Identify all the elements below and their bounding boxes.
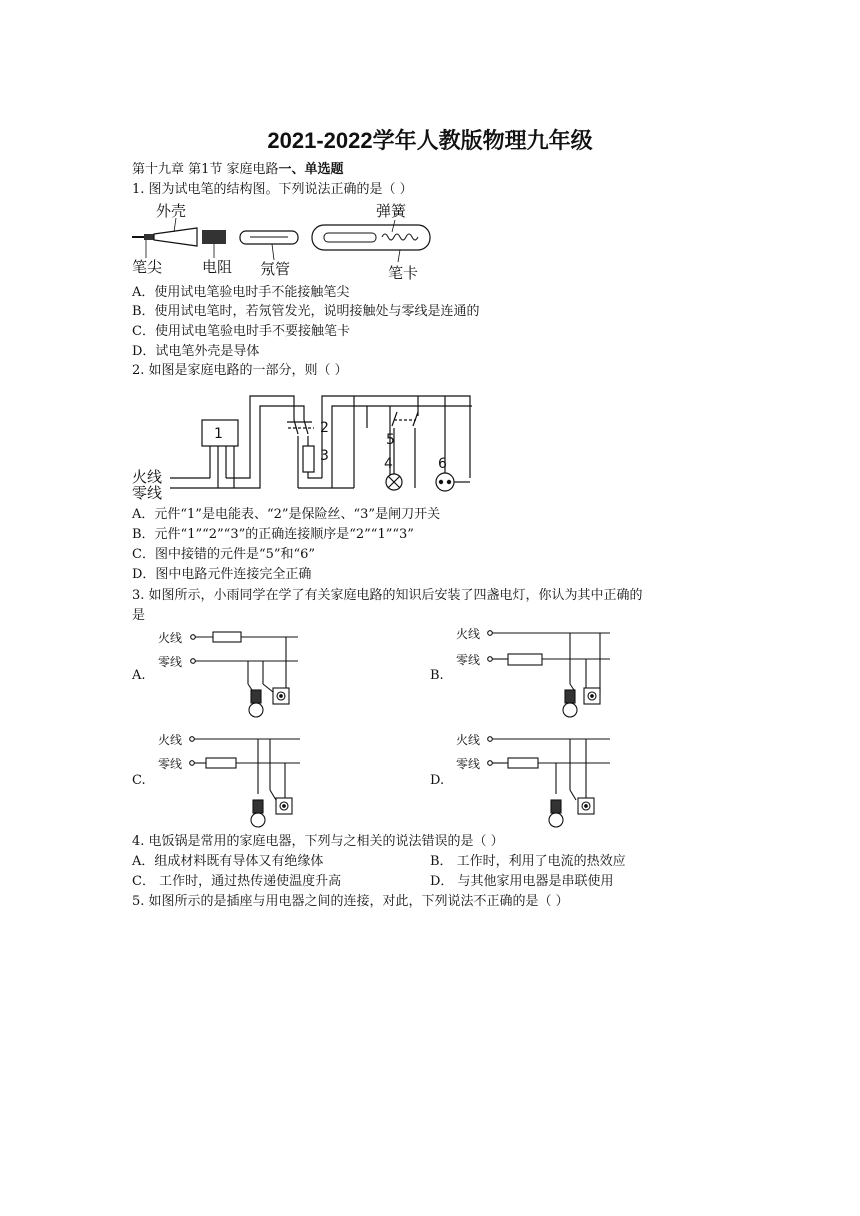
figd-live-label: 火线: [456, 733, 481, 747]
q3-label-b: B.: [430, 668, 444, 683]
q3-figure-b: [456, 624, 616, 724]
figb-neutral-label: 零线: [456, 653, 481, 667]
q4-option-b: B． 工作时，利用了电流的热效应: [430, 854, 626, 869]
circuit-label-2: 2: [320, 420, 329, 436]
q4-option-a: A．组成材料既有导体又有绝缘体: [132, 854, 324, 869]
label-shell: 外壳: [156, 202, 187, 220]
chapter-title: 第十九章 第1节 家庭电路: [132, 162, 279, 177]
circuit-label-5: 5: [386, 432, 395, 448]
pen-resistor: [202, 230, 226, 244]
pen-barrel: [312, 225, 430, 250]
q1-option-d: D．试电笔外壳是导体: [132, 344, 260, 359]
q3-figure-c: [158, 730, 308, 830]
circuit-label-3: 3: [320, 448, 329, 464]
q3-figure-d: [456, 730, 616, 830]
q2-stem: 2. 如图是家庭电路的一部分，则（ ）: [132, 363, 348, 378]
q2-figure-circuit: [132, 382, 477, 502]
circuit-label-4: 4: [384, 456, 393, 472]
circuit-label-1: 1: [214, 426, 223, 442]
pen-tip: [132, 234, 154, 240]
figa-neutral-label: 零线: [158, 655, 183, 669]
label-spring: 弹簧: [376, 202, 407, 220]
label-live: 火线: [132, 468, 163, 486]
q5-stem: 5. 如图所示的是插座与用电器之间的连接，对此，下列说法不正确的是（ ）: [132, 894, 569, 909]
label-resistor: 电阻: [202, 258, 233, 276]
q3-stem-line1: 3. 如图所示，小雨同学在学了有关家庭电路的知识后安装了四盏电灯，你认为其中正确的: [132, 588, 643, 603]
q3-label-d: D.: [430, 773, 445, 788]
q1-option-b: B．使用试电笔时，若氖管发光，说明接触处与零线是连通的: [132, 304, 480, 319]
figa-live-label: 火线: [158, 631, 183, 645]
circuit-label-6: 6: [438, 456, 447, 472]
q1-option-a: A．使用试电笔验电时手不能接触笔尖: [132, 285, 350, 300]
q1-option-c: C．使用试电笔验电时手不要接触笔卡: [132, 324, 350, 339]
label-clip: 笔卡: [388, 264, 419, 282]
figc-live-label: 火线: [158, 733, 183, 747]
q1-stem: 1. 图为试电笔的结构图。下列说法正确的是（ ）: [132, 182, 413, 197]
figc-neutral-label: 零线: [158, 757, 183, 771]
q3-stem-line2: 是: [132, 608, 146, 623]
q2-option-d: D．图中电路元件连接完全正确: [132, 567, 312, 582]
label-neutral: 零线: [132, 484, 163, 502]
q4-option-d: D． 与其他家用电器是串联使用: [430, 874, 614, 889]
page-title: 2021-2022学年人教版物理九年级: [267, 128, 593, 153]
pen-neon-tube: [240, 231, 298, 244]
q4-stem: 4. 电饭锅是常用的家庭电器，下列与之相关的说法错误的是（ ）: [132, 834, 504, 849]
section-heading: 一、单选题: [278, 162, 344, 177]
q2-option-c: C．图中接错的元件是“5”和“6”: [132, 547, 316, 562]
figb-live-label: 火线: [456, 627, 481, 641]
section-line: [132, 162, 344, 178]
q4-option-c: C． 工作时，通过热传递使温度升高: [132, 874, 342, 889]
label-tip: 笔尖: [132, 258, 163, 276]
q3-label-a: A.: [132, 668, 146, 683]
q2-option-a: A．元件“1”是电能表、“2”是保险丝、“3”是闸刀开关: [132, 507, 441, 522]
q1-figure-test-pen: [132, 200, 452, 286]
figd-neutral-label: 零线: [456, 757, 481, 771]
q3-figure-a: [158, 628, 303, 723]
label-neon: 氖管: [260, 260, 291, 278]
q2-option-b: B．元件“1”“2”“3”的正确连接顺序是“2”“1”“3”: [132, 527, 414, 542]
pen-shell: [154, 228, 197, 246]
q3-label-c: C.: [132, 773, 146, 788]
